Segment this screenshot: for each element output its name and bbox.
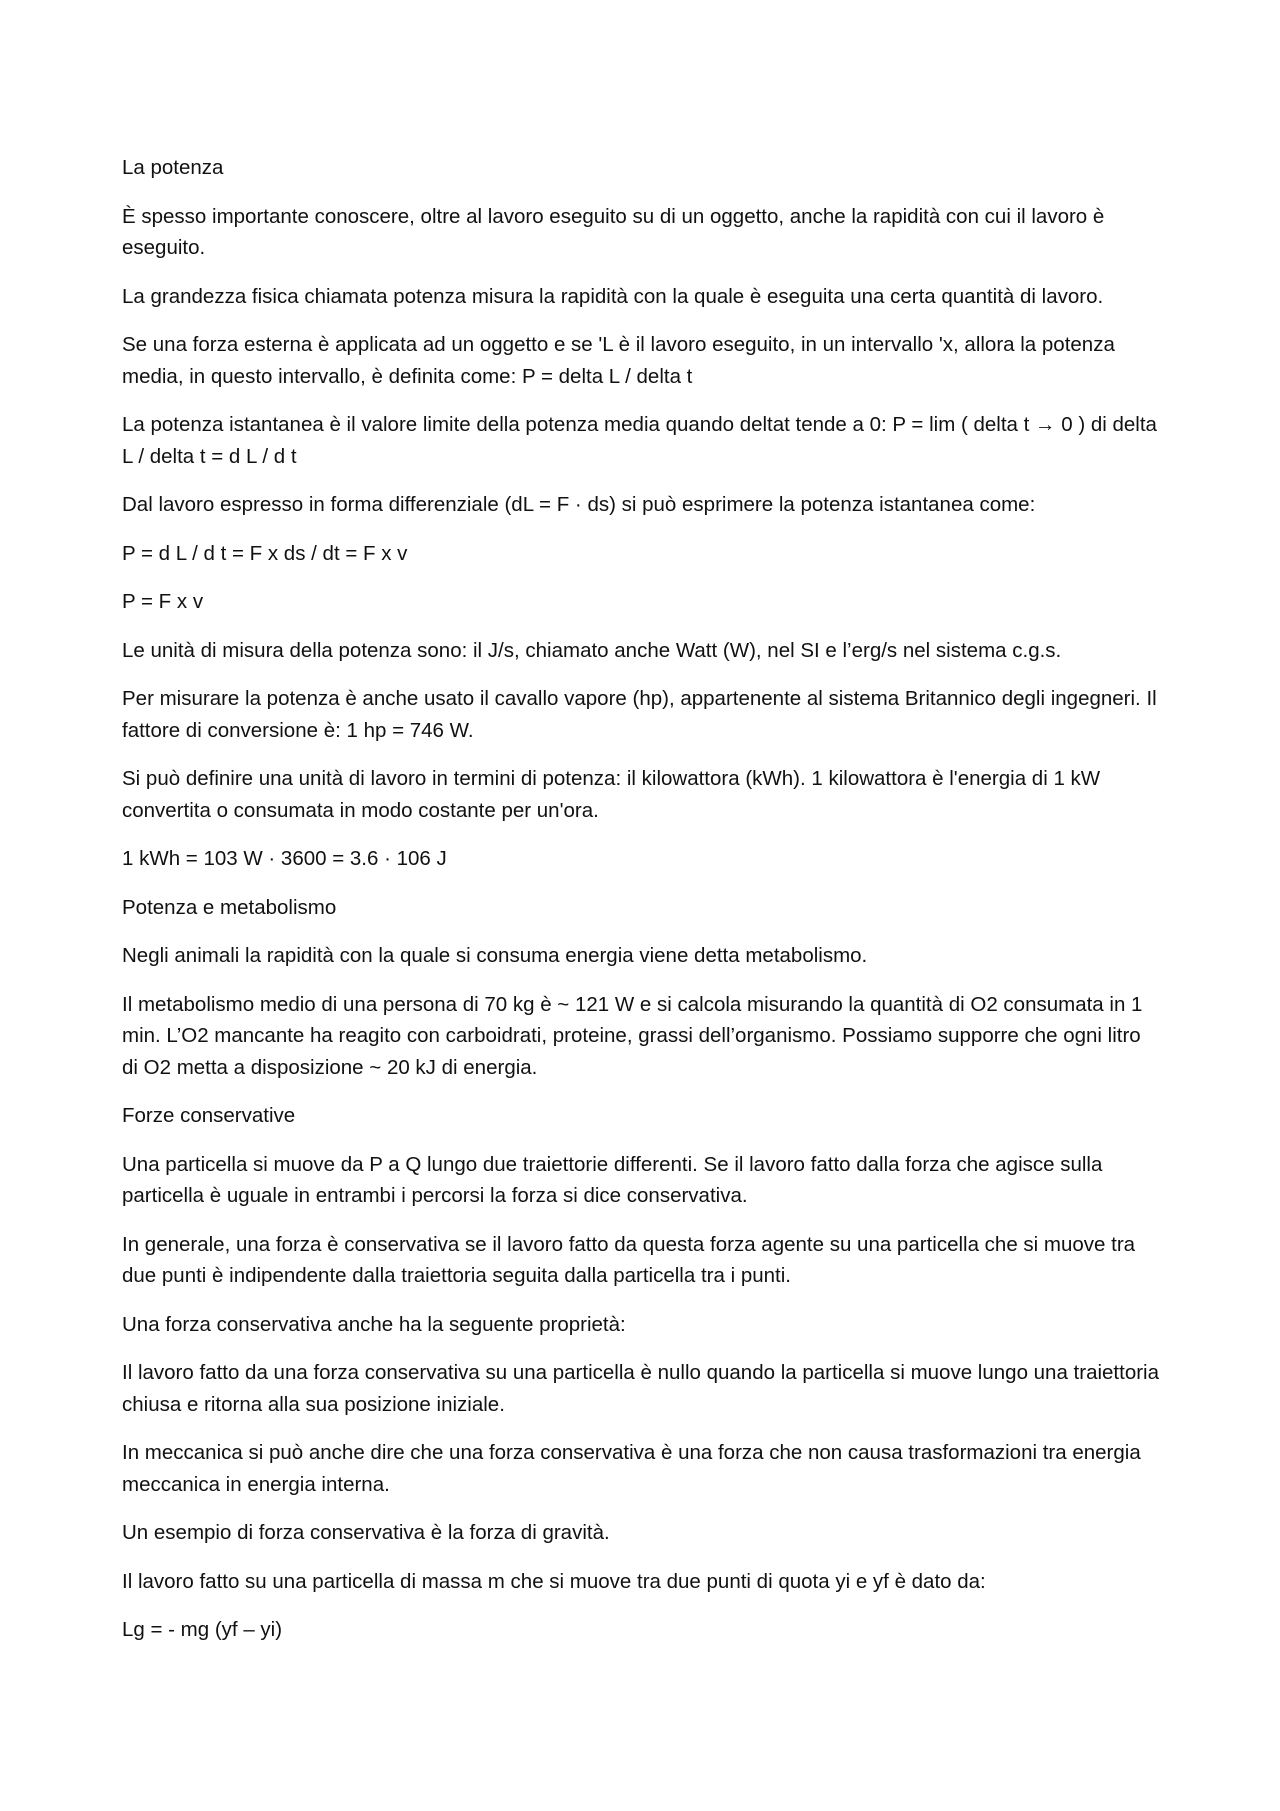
formula: Lg = - mg (yf – yi) [122, 1618, 283, 1641]
heading-la-potenza: La potenza [122, 156, 224, 179]
paragraph: Il lavoro fatto su una particella di massa m che si muove tra due punti di quota yi e yf è dato da: [122, 1569, 986, 1593]
paragraph: Il lavoro fatto da una forza conservativa su una particella è nullo quando la particella si muove lungo una traiettoria chiusa e ritorna alla sua posizione iniziale. [122, 1361, 1160, 1416]
heading-potenza-e-metabolismo: Potenza e metabolismo [122, 895, 337, 919]
paragraph: In generale, una forza è conservativa se il lavoro fatto da questa forza agente su una particella che si muove tra due punti è indipendente dalla traiettoria seguita dalla particella tra i punti. [122, 1232, 1136, 1287]
paragraph: È spesso importante conoscere, oltre al lavoro eseguito su di un oggetto, anche la rapidità con cui il lavoro è eseguito. [122, 204, 1105, 259]
paragraph: Per misurare la potenza è anche usato il cavallo vapore (hp), appartenente al sistema Britannico degli ingegneri. Il fattore di conversione è: 1 hp = 746 W. [122, 687, 1157, 742]
paragraph: Le unità di misura della potenza sono: il J/s, chiamato anche Watt (W), nel SI e l’erg/s nel sistema c.g.s. [122, 638, 1062, 662]
formula: P = F x v [122, 590, 204, 613]
paragraph: Se una forza esterna è applicata ad un oggetto e se 'L è il lavoro eseguito, in un intervallo 'x, allora la potenza media, in questo intervallo, è definita come: P = delta L / delta t [122, 333, 1115, 388]
paragraph: Dal lavoro espresso in forma differenziale (dL = F · ds) si può esprimere la potenza istantanea come: [122, 493, 1036, 516]
paragraph: Il metabolismo medio di una persona di 70 kg è ~ 121 W e si calcola misurando la quantità di O2 consumata in 1 min. L’O2 mancante ha reagito con carboidrati, proteine, grassi dell’organismo. Possiamo supporre che ogni litro di O2 metta a disposizione ~ 20 kJ di energia. [122, 992, 1143, 1079]
paragraph: La potenza istantanea è il valore limite della potenza media quando deltat tende a 0: P = lim ( delta t → 0 ) di delta L / delta t = d L / d t [122, 413, 1157, 468]
paragraph: Una particella si muove da P a Q lungo due traiettorie differenti. Se il lavoro fatto dalla forza che agisce sulla particella è uguale in entrambi i percorsi la forza si dice conservativa. [122, 1152, 1103, 1207]
paragraph: Negli animali la rapidità con la quale si consuma energia viene detta metabolismo. [122, 944, 868, 967]
paragraph: Si può definire una unità di lavoro in termini di potenza: il kilowattora (kWh). 1 kilowattora è l'energia di 1 kW convertita o consumata in modo costante per un'ora. [122, 767, 1101, 822]
paragraph: La grandezza fisica chiamata potenza misura la rapidità con la quale è eseguita una certa quantità di lavoro. [122, 284, 1104, 308]
heading-forze-conservative: Forze conservative [122, 1104, 296, 1127]
formula: 1 kWh = 103 W · 3600 = 3.6 · 106 J [122, 847, 447, 870]
formula: P = d L / d t = F x ds / dt = F x v [122, 541, 408, 565]
document-body [122, 152, 1162, 1663]
paragraph: In meccanica si può anche dire che una forza conservativa è una forza che non causa trasformazioni tra energia meccanica in energia interna. [122, 1441, 1141, 1496]
paragraph: Un esempio di forza conservativa è la forza di gravità. [122, 1521, 610, 1544]
paragraph: Una forza conservativa anche ha la seguente proprietà: [122, 1312, 626, 1336]
